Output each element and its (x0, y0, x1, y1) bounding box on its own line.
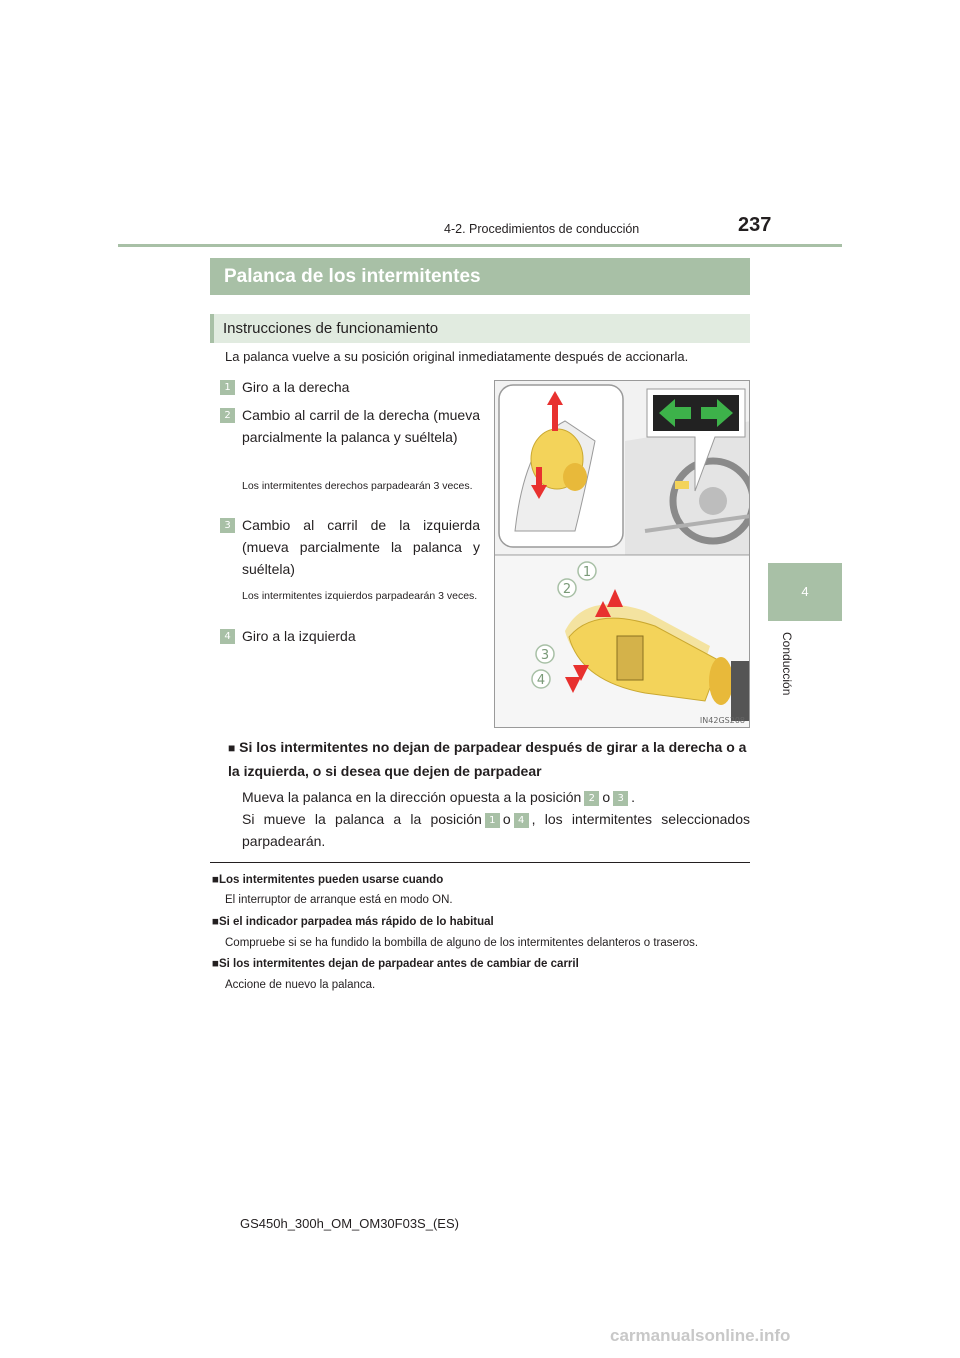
item-badge-2: 2 (220, 408, 235, 423)
item-badge-3: 3 (220, 518, 235, 533)
steering-hub (699, 487, 727, 515)
chapter-tab: 4 (768, 563, 842, 621)
subtitle: Instrucciones de funcionamiento (210, 314, 750, 343)
lever-in-car (675, 481, 689, 489)
turn-signal-illustration (495, 381, 750, 728)
callout-4-label: 4 (536, 673, 546, 688)
turn-signal-figure (494, 380, 750, 728)
note-heading-1-text: Los intermitentes pueden usarse cuando (218, 874, 444, 886)
chapter-title: Conducción (780, 632, 794, 696)
note-body-3: Accione de nuevo la palanca. (225, 979, 376, 991)
question-heading (228, 736, 750, 783)
header-rule (118, 244, 842, 247)
inline-badge-2: 2 (584, 791, 599, 806)
notes-divider (210, 862, 750, 863)
answer-2-text-b: o (502, 811, 511, 827)
answer-2-text-c: , los intermitentes seleccionados parpadearán. (242, 811, 751, 849)
callout-3-label: 3 (540, 648, 550, 663)
watermark: carmanualsonline.info (610, 1326, 791, 1345)
answer-2-text-a: Si mueve la palanca a la posición (242, 811, 482, 827)
callout-1 (578, 562, 596, 580)
note-body-2: Compruebe si se ha fundido la bombilla de alguno de los intermitentes delanteros o traseros. (225, 937, 699, 949)
page-number: 237 (738, 214, 772, 236)
note-bullet-icon: ■ (212, 958, 219, 970)
lever-end (563, 463, 587, 491)
item-text-2: Cambio al carril de la derecha (mueva parcialmente la palanca y suéltela) (242, 407, 480, 445)
answer-1-text-c: . (631, 789, 636, 805)
callout-4 (532, 670, 550, 688)
item-note-2: Los intermitentes derechos parpadearán 3 veces. (242, 480, 473, 492)
bullet-square-icon: ■ (228, 741, 236, 755)
note-heading-3 (212, 958, 752, 970)
note-bullet-icon: ■ (212, 916, 219, 928)
inline-badge-1: 1 (485, 813, 500, 828)
answer-1-text-b: o (602, 789, 611, 805)
callout-3 (536, 645, 554, 663)
item-badge-4: 4 (220, 629, 235, 644)
item-badge-1: 1 (220, 380, 235, 395)
answer-line-1 (242, 786, 750, 808)
chapter-label (778, 632, 838, 712)
note-heading-1 (212, 874, 752, 886)
answer-line-2 (242, 808, 750, 852)
answer-1-text-a: Mueva la palanca en la dirección opuesta a la posición (242, 789, 582, 805)
column (731, 661, 750, 721)
lever-switch (617, 636, 643, 680)
callout-2-label: 2 (562, 582, 572, 597)
note-heading-2 (212, 916, 752, 928)
item-text-3: Cambio al carril de la izquierda (mueva parcialmente la palanca y suéltela) (242, 517, 480, 577)
footer-code: GS450h_300h_OM_OM30F03S_(ES) (240, 1216, 459, 1231)
item-text-1: Giro a la derecha (242, 379, 350, 395)
inline-badge-4: 4 (514, 813, 529, 828)
callout-2 (558, 579, 576, 597)
note-heading-3-text: Si los intermitentes dejan de parpadear antes de cambiar de carril (218, 958, 579, 970)
question-heading-text: Si los intermitentes no dejan de parpadear después de girar a la derecha o a la izquierda, o si desea que dejen de parpadear (228, 739, 747, 779)
note-heading-2-text: Si el indicador parpadea más rápido de lo habitual (218, 916, 494, 928)
note-bullet-icon: ■ (212, 874, 219, 886)
inline-badge-3: 3 (613, 791, 628, 806)
note-body-1: El interruptor de arranque está en modo ON. (225, 894, 453, 906)
section-label: 4-2. Procedimientos de conducción (444, 222, 640, 236)
item-text-4: Giro a la izquierda (242, 628, 356, 644)
lever-tip (709, 657, 733, 705)
intro-text: La palanca vuelve a su posición original inmediatamente después de accionarla. (225, 349, 689, 364)
item-note-3: Los intermitentes izquierdos parpadearán 3 veces. (242, 590, 478, 602)
page-title: Palanca de los intermitentes (210, 258, 750, 295)
figure-code: IN42GS208 (699, 716, 745, 725)
callout-1-label: 1 (582, 565, 592, 580)
